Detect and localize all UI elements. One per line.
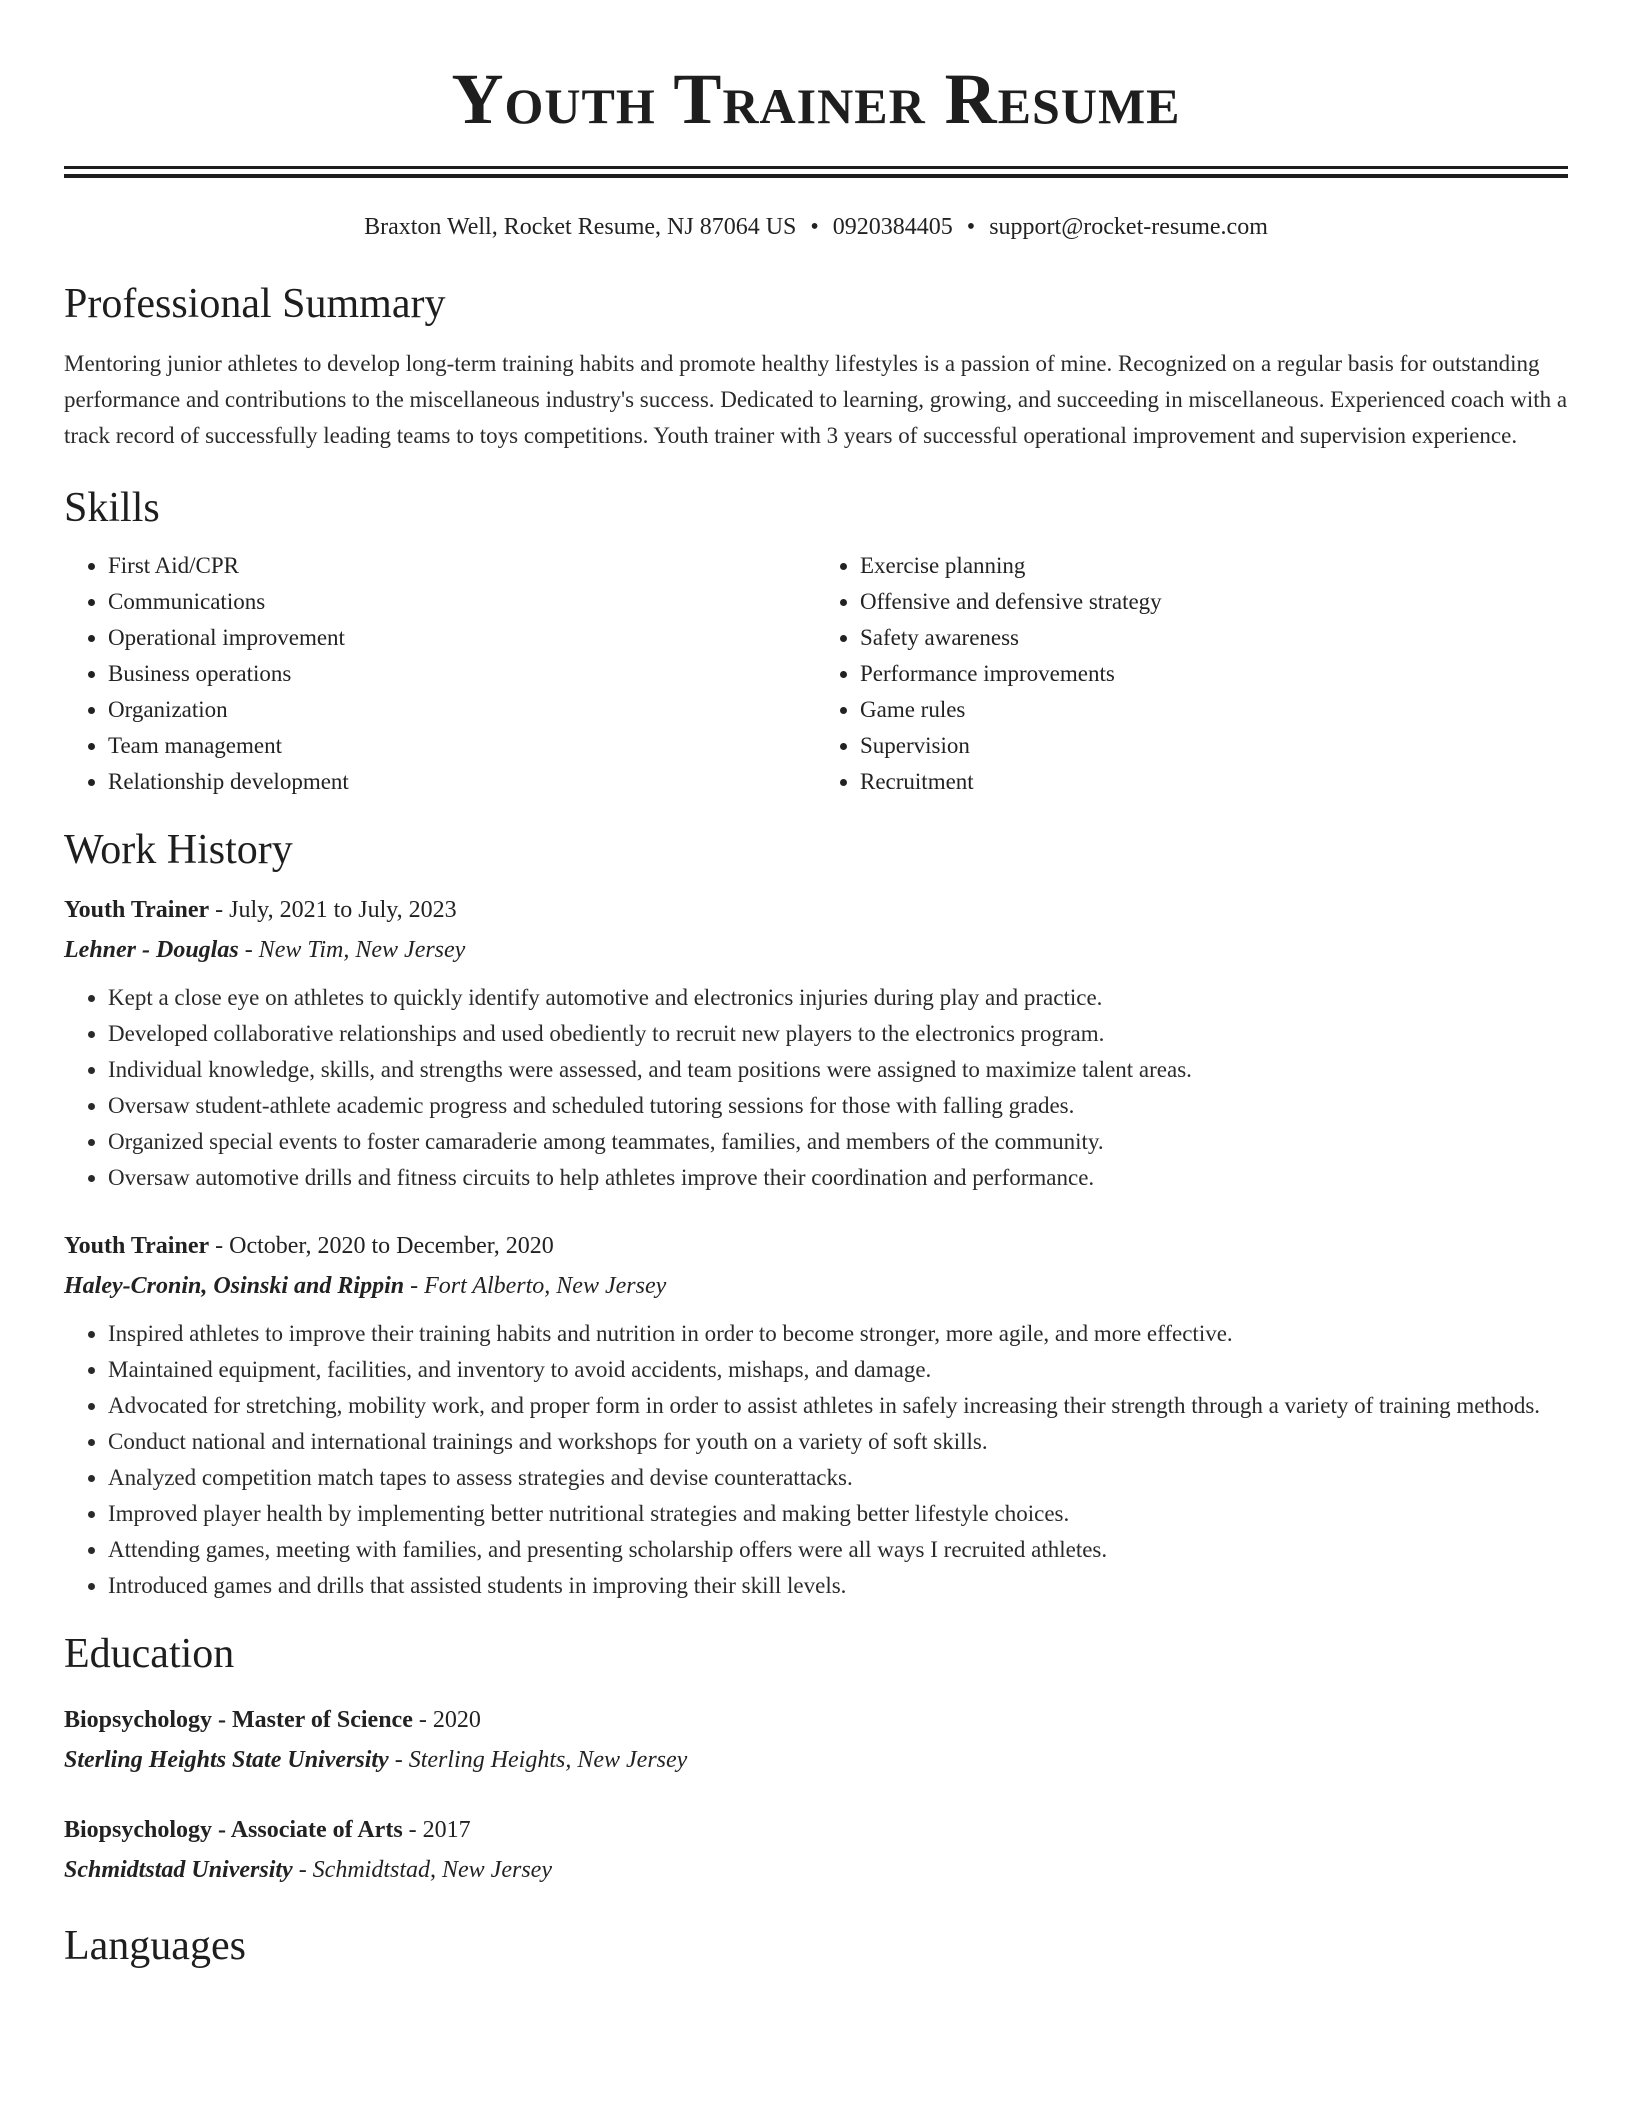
job-bullet: • Kept a close eye on athletes to quickly identify automotive and electronics injuries during play and practice. bbox=[108, 980, 1568, 1016]
skill-item: • Performance improvements bbox=[860, 656, 1568, 692]
education-entry bbox=[64, 1700, 1568, 1780]
degree: Biopsychology - Associate of Arts bbox=[64, 1817, 403, 1843]
contact-email[interactable]: support@rocket-resume.com bbox=[989, 214, 1268, 240]
job-dates: - October, 2020 to December, 2020 bbox=[209, 1233, 554, 1259]
skill-item: • Communications bbox=[108, 584, 816, 620]
skill-item: • Game rules bbox=[860, 692, 1568, 728]
job-bullet: • Analyzed competition match tapes to assess strategies and devise counterattacks. bbox=[108, 1460, 1568, 1496]
job-bullet: • Organized special events to foster camaraderie among teammates, families, and members of the community. bbox=[108, 1124, 1568, 1160]
summary-heading: Professional Summary bbox=[64, 281, 446, 327]
contact-separator: • bbox=[810, 214, 819, 240]
job-bullets bbox=[64, 1316, 1568, 1604]
employer-line bbox=[64, 1266, 1568, 1306]
skill-item: • Operational improvement bbox=[108, 620, 816, 656]
job-bullet: • Introduced games and drills that assisted students in improving their skill levels. bbox=[108, 1568, 1568, 1604]
job-bullet: • Attending games, meeting with families, and presenting scholarship offers were all ways I recruited athletes. bbox=[108, 1532, 1568, 1568]
skill-item: • Supervision bbox=[860, 728, 1568, 764]
skill-item: • Recruitment bbox=[860, 764, 1568, 800]
school-location: - Sterling Heights, New Jersey bbox=[388, 1747, 688, 1773]
job-bullet: • Individual knowledge, skills, and strengths were assessed, and team positions were assigned to maximize talent areas. bbox=[108, 1052, 1568, 1088]
title-divider-top bbox=[64, 166, 1568, 169]
resume-title: Youth Trainer Resume bbox=[451, 59, 1181, 139]
employer-line bbox=[64, 930, 1568, 970]
job-title-line bbox=[64, 1226, 1568, 1266]
degree: Biopsychology - Master of Science bbox=[64, 1707, 413, 1733]
contact-address: Braxton Well, Rocket Resume, NJ 87064 US bbox=[364, 214, 797, 240]
skill-item: • Relationship development bbox=[108, 764, 816, 800]
school-line bbox=[64, 1850, 1568, 1890]
job-entry bbox=[64, 1226, 1568, 1604]
job-bullet: • Conduct national and international trainings and workshops for youth on a variety of soft skills. bbox=[108, 1424, 1568, 1460]
job-bullet: • Oversaw automotive drills and fitness circuits to help athletes improve their coordination and performance. bbox=[108, 1160, 1568, 1196]
job-bullet: • Advocated for stretching, mobility work, and proper form in order to assist athletes in safely increasing their strength through a variety of training methods. bbox=[108, 1388, 1568, 1424]
skills-list-left bbox=[64, 548, 816, 800]
job-dates: - July, 2021 to July, 2023 bbox=[209, 897, 457, 923]
employer-location: - New Tim, New Jersey bbox=[238, 937, 466, 963]
skill-item: • Offensive and defensive strategy bbox=[860, 584, 1568, 620]
skill-item: • Safety awareness bbox=[860, 620, 1568, 656]
contact-separator: • bbox=[966, 214, 976, 240]
employer-name: Lehner - Douglas bbox=[64, 937, 239, 963]
job-bullet: • Oversaw student-athlete academic progress and scheduled tutoring sessions for those with falling grades. bbox=[108, 1088, 1568, 1124]
skill-item: • Exercise planning bbox=[860, 548, 1568, 584]
skill-item: • Organization bbox=[108, 692, 816, 728]
degree-year: - 2017 bbox=[402, 1817, 471, 1843]
education-heading: Education bbox=[64, 1631, 235, 1677]
school-name: Sterling Heights State University bbox=[64, 1747, 389, 1773]
job-bullet: • Inspired athletes to improve their training habits and nutrition in order to become stronger, more agile, and more effective. bbox=[108, 1316, 1568, 1352]
job-bullets bbox=[64, 980, 1568, 1196]
contact-line bbox=[64, 212, 1568, 242]
job-bullet: • Developed collaborative relationships and used obediently to recruit new players to the electronics program. bbox=[108, 1016, 1568, 1052]
title-divider-bottom bbox=[64, 174, 1568, 178]
skills-list-right bbox=[816, 548, 1568, 800]
job-bullet: • Improved player health by implementing better nutritional strategies and making better lifestyle choices. bbox=[108, 1496, 1568, 1532]
skill-item: • Business operations bbox=[108, 656, 816, 692]
degree-line bbox=[64, 1810, 1568, 1850]
job-title: Youth Trainer bbox=[64, 897, 210, 923]
degree-line bbox=[64, 1700, 1568, 1740]
school-location: - Schmidtstad, New Jersey bbox=[292, 1857, 552, 1883]
languages-heading: Languages bbox=[64, 1923, 246, 1969]
job-title: Youth Trainer bbox=[64, 1233, 210, 1259]
summary-text: Mentoring junior athletes to develop long-term training habits and promote healthy lifestyles is a passion of mine. Recognized on a regular basis for outstanding performance and contributions to the miscellaneous industry's success. Dedicated to learning, growing, and succeeding in miscellaneous. Experienced coach with a track record of successfully leading teams to toys competitions. Youth trainer with 3 years of successful operational improvement and supervision experience. bbox=[64, 351, 1568, 448]
employer-location: - Fort Alberto, New Jersey bbox=[404, 1273, 667, 1299]
employer-name: Haley-Cronin, Osinski and Rippin bbox=[64, 1273, 405, 1299]
skills-heading: Skills bbox=[64, 485, 160, 531]
skills-columns bbox=[64, 548, 1568, 800]
skill-item: • First Aid/CPR bbox=[108, 548, 816, 584]
job-title-line bbox=[64, 890, 1568, 930]
job-entry bbox=[64, 890, 1568, 1196]
school-line bbox=[64, 1740, 1568, 1780]
work-history-heading: Work History bbox=[64, 827, 293, 873]
job-bullet: • Maintained equipment, facilities, and inventory to avoid accidents, mishaps, and damage. bbox=[108, 1352, 1568, 1388]
skill-item: • Team management bbox=[108, 728, 816, 764]
degree-year: - 2020 bbox=[412, 1707, 481, 1733]
contact-phone: 0920384405 bbox=[832, 214, 953, 240]
school-name: Schmidtstad University bbox=[64, 1857, 293, 1883]
education-entry bbox=[64, 1810, 1568, 1890]
